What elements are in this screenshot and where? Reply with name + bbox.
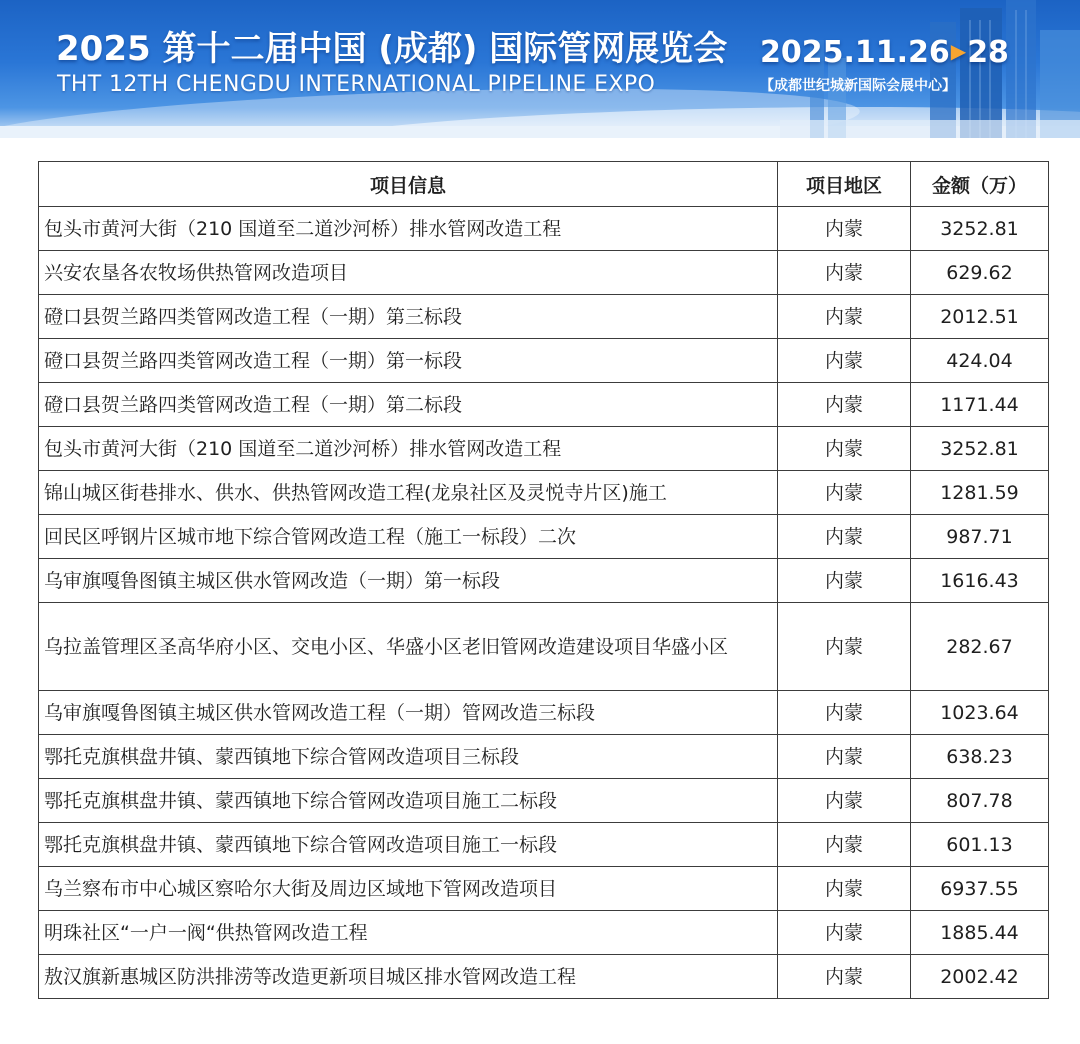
date-end: 28 bbox=[967, 35, 1009, 70]
project-amount-cell: 3252.81 bbox=[911, 427, 1049, 471]
header-project-info: 项目信息 bbox=[39, 162, 778, 207]
expo-subtitle: THT 12TH CHENGDU INTERNATIONAL PIPELINE EXPO bbox=[57, 72, 656, 97]
date-start: 2025.11.26 bbox=[760, 35, 950, 70]
project-info-cell: 明珠社区“一户一阀“供热管网改造工程 bbox=[39, 911, 778, 955]
table-row bbox=[39, 779, 1049, 823]
project-info-cell: 磴口县贺兰路四类管网改造工程（一期）第三标段 bbox=[39, 295, 778, 339]
table-row bbox=[39, 911, 1049, 955]
project-amount-cell: 2002.42 bbox=[911, 955, 1049, 999]
project-amount-cell: 987.71 bbox=[911, 515, 1049, 559]
project-info-cell: 鄂托克旗棋盘井镇、蒙西镇地下综合管网改造项目施工二标段 bbox=[39, 779, 778, 823]
project-amount-cell: 2012.51 bbox=[911, 295, 1049, 339]
table-row bbox=[39, 603, 1049, 691]
expo-banner bbox=[0, 0, 1080, 138]
project-amount-cell: 1171.44 bbox=[911, 383, 1049, 427]
project-info-cell: 乌兰察布市中心城区察哈尔大街及周边区域地下管网改造项目 bbox=[39, 867, 778, 911]
project-region-cell: 内蒙 bbox=[778, 823, 911, 867]
project-region-cell: 内蒙 bbox=[778, 867, 911, 911]
project-region-cell: 内蒙 bbox=[778, 295, 911, 339]
table-row bbox=[39, 515, 1049, 559]
table-row bbox=[39, 295, 1049, 339]
project-region-cell: 内蒙 bbox=[778, 691, 911, 735]
table-row bbox=[39, 471, 1049, 515]
table-row bbox=[39, 339, 1049, 383]
table-row bbox=[39, 867, 1049, 911]
table-row bbox=[39, 955, 1049, 999]
table-row bbox=[39, 427, 1049, 471]
project-region-cell: 内蒙 bbox=[778, 603, 911, 691]
project-info-cell: 锦山城区街巷排水、供水、供热管网改造工程(龙泉社区及灵悦寺片区)施工 bbox=[39, 471, 778, 515]
project-table-container bbox=[38, 161, 1048, 999]
table-header-row bbox=[39, 162, 1049, 207]
table-row bbox=[39, 251, 1049, 295]
table-row bbox=[39, 735, 1049, 779]
expo-venue: 【成都世纪城新国际会展中心】 bbox=[760, 78, 956, 94]
project-info-cell: 包头市黄河大街（210 国道至二道沙河桥）排水管网改造工程 bbox=[39, 427, 778, 471]
project-region-cell: 内蒙 bbox=[778, 383, 911, 427]
project-info-cell: 包头市黄河大街（210 国道至二道沙河桥）排水管网改造工程 bbox=[39, 207, 778, 251]
project-region-cell: 内蒙 bbox=[778, 911, 911, 955]
project-amount-cell: 282.67 bbox=[911, 603, 1049, 691]
project-info-cell: 磴口县贺兰路四类管网改造工程（一期）第一标段 bbox=[39, 339, 778, 383]
project-amount-cell: 3252.81 bbox=[911, 207, 1049, 251]
project-region-cell: 内蒙 bbox=[778, 207, 911, 251]
project-info-cell: 磴口县贺兰路四类管网改造工程（一期）第二标段 bbox=[39, 383, 778, 427]
project-amount-cell: 1281.59 bbox=[911, 471, 1049, 515]
project-amount-cell: 6937.55 bbox=[911, 867, 1049, 911]
project-region-cell: 内蒙 bbox=[778, 471, 911, 515]
table-row bbox=[39, 207, 1049, 251]
project-region-cell: 内蒙 bbox=[778, 559, 911, 603]
project-region-cell: 内蒙 bbox=[778, 735, 911, 779]
header-amount: 金额（万） bbox=[911, 162, 1049, 207]
project-region-cell: 内蒙 bbox=[778, 339, 911, 383]
expo-date bbox=[760, 32, 1009, 72]
arrow-right-icon: ▶ bbox=[950, 39, 967, 63]
project-amount-cell: 601.13 bbox=[911, 823, 1049, 867]
project-region-cell: 内蒙 bbox=[778, 427, 911, 471]
project-table bbox=[38, 161, 1049, 999]
project-amount-cell: 629.62 bbox=[911, 251, 1049, 295]
project-amount-cell: 638.23 bbox=[911, 735, 1049, 779]
project-info-cell: 乌审旗嘎鲁图镇主城区供水管网改造（一期）第一标段 bbox=[39, 559, 778, 603]
project-info-cell: 乌审旗嘎鲁图镇主城区供水管网改造工程（一期）管网改造三标段 bbox=[39, 691, 778, 735]
project-amount-cell: 1885.44 bbox=[911, 911, 1049, 955]
project-info-cell: 回民区呼钢片区城市地下综合管网改造工程（施工一标段）二次 bbox=[39, 515, 778, 559]
project-amount-cell: 1023.64 bbox=[911, 691, 1049, 735]
project-info-cell: 敖汉旗新惠城区防洪排涝等改造更新项目城区排水管网改造工程 bbox=[39, 955, 778, 999]
project-amount-cell: 1616.43 bbox=[911, 559, 1049, 603]
project-region-cell: 内蒙 bbox=[778, 515, 911, 559]
project-region-cell: 内蒙 bbox=[778, 955, 911, 999]
header-project-region: 项目地区 bbox=[778, 162, 911, 207]
project-region-cell: 内蒙 bbox=[778, 251, 911, 295]
table-row bbox=[39, 559, 1049, 603]
project-amount-cell: 424.04 bbox=[911, 339, 1049, 383]
table-row bbox=[39, 383, 1049, 427]
project-info-cell: 鄂托克旗棋盘井镇、蒙西镇地下综合管网改造项目施工一标段 bbox=[39, 823, 778, 867]
project-info-cell: 兴安农垦各农牧场供热管网改造项目 bbox=[39, 251, 778, 295]
table-row bbox=[39, 691, 1049, 735]
project-info-cell: 乌拉盖管理区圣高华府小区、交电小区、华盛小区老旧管网改造建设项目华盛小区 bbox=[39, 603, 778, 691]
table-row bbox=[39, 823, 1049, 867]
expo-title: 2025 第十二届中国 (成都) 国际管网展览会 bbox=[56, 29, 728, 69]
project-region-cell: 内蒙 bbox=[778, 779, 911, 823]
project-amount-cell: 807.78 bbox=[911, 779, 1049, 823]
project-info-cell: 鄂托克旗棋盘井镇、蒙西镇地下综合管网改造项目三标段 bbox=[39, 735, 778, 779]
